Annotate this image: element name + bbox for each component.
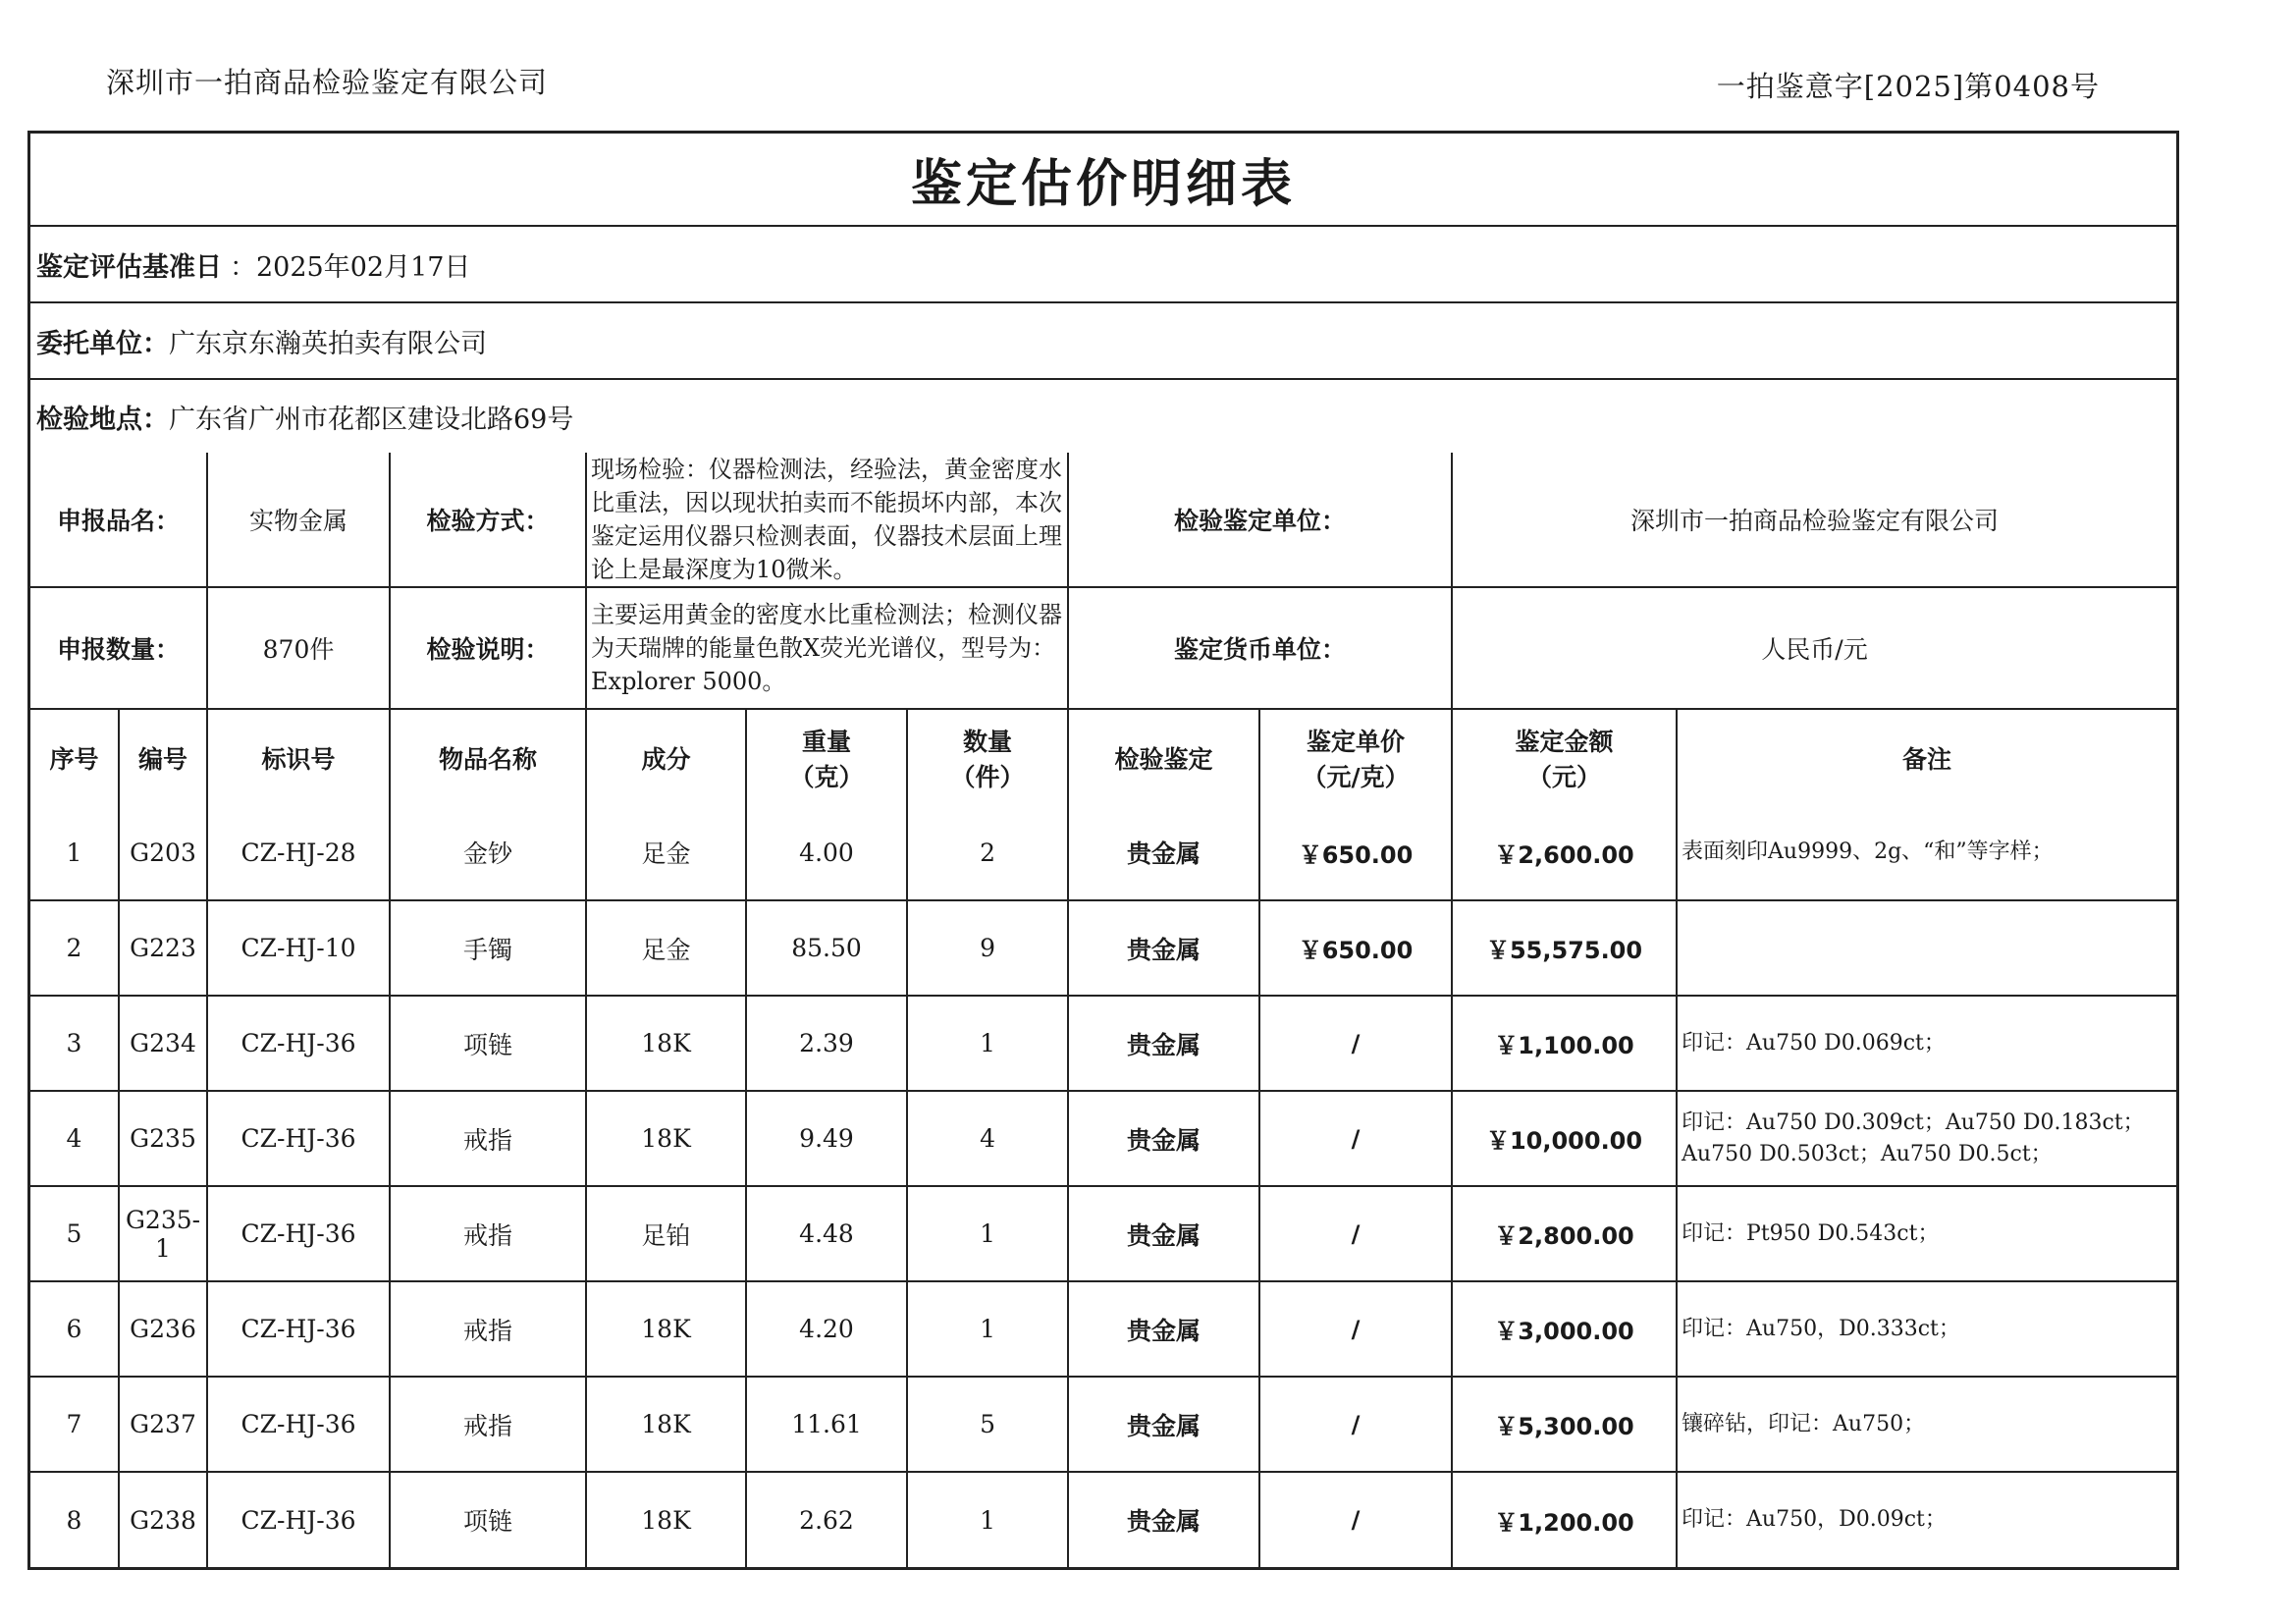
- cell-comp: 18K: [586, 996, 746, 1091]
- cell-weight: 2.39: [746, 996, 907, 1091]
- cell-comp: 足金: [586, 805, 746, 900]
- cell-weight: 4.20: [746, 1281, 907, 1377]
- cell-tag: CZ-HJ-36: [207, 1091, 390, 1186]
- cell-remark: 印记：Au750 D0.309ct；Au750 D0.183ct；Au750 D0.503ct；Au750 D0.5ct；: [1677, 1091, 2176, 1186]
- cell-amount: ￥1,100.00: [1452, 996, 1677, 1091]
- cell-name: 金钞: [390, 805, 586, 900]
- info-row-location: [30, 380, 2176, 453]
- col-amount-line1: 鉴定金额: [1515, 727, 1614, 756]
- cell-comp: 18K: [586, 1377, 746, 1472]
- cell-tag: CZ-HJ-36: [207, 996, 390, 1091]
- cell-verdict: 贵金属: [1068, 805, 1259, 900]
- col-code: 编号: [119, 709, 207, 805]
- qty-value: 870件: [207, 587, 390, 709]
- col-amount: [1452, 709, 1677, 805]
- appraisal-form: [27, 131, 2179, 1570]
- col-weight: [746, 709, 907, 805]
- cell-remark: 印记：Au750 D0.069ct；: [1677, 996, 2176, 1091]
- cell-weight: 4.00: [746, 805, 907, 900]
- cell-price: /: [1259, 1281, 1452, 1377]
- table-row: [30, 1472, 2176, 1567]
- cell-remark: 镶碎钻，印记：Au750；: [1677, 1377, 2176, 1472]
- cell-verdict: 贵金属: [1068, 1091, 1259, 1186]
- cell-seq: 6: [30, 1281, 119, 1377]
- cell-seq: 8: [30, 1472, 119, 1567]
- table-row: [30, 805, 2176, 900]
- cell-name: 项链: [390, 996, 586, 1091]
- cell-price: /: [1259, 1377, 1452, 1472]
- table-row: [30, 1091, 2176, 1186]
- client-value: 广东京东瀚英拍卖有限公司: [169, 328, 487, 359]
- cell-verdict: 贵金属: [1068, 1472, 1259, 1567]
- cell-price: ￥650.00: [1259, 900, 1452, 996]
- col-amount-line2: （元）: [1527, 762, 1602, 791]
- col-price: [1259, 709, 1452, 805]
- cell-price: /: [1259, 1472, 1452, 1567]
- cell-weight: 4.48: [746, 1186, 907, 1281]
- cell-weight: 11.61: [746, 1377, 907, 1472]
- method-label: 检验方式：: [390, 453, 586, 587]
- cell-amount: ￥2,600.00: [1452, 805, 1677, 900]
- cell-tag: CZ-HJ-36: [207, 1472, 390, 1567]
- cell-amount: ￥5,300.00: [1452, 1377, 1677, 1472]
- cell-comp: 18K: [586, 1472, 746, 1567]
- item-value: 实物金属: [207, 453, 390, 587]
- cell-qty: 1: [907, 1186, 1068, 1281]
- col-qty-line2: （件）: [950, 762, 1025, 791]
- qty-label: 申报数量：: [30, 587, 207, 709]
- cell-qty: 9: [907, 900, 1068, 996]
- cell-name: 戒指: [390, 1186, 586, 1281]
- table-row: [30, 1186, 2176, 1281]
- cell-comp: 18K: [586, 1281, 746, 1377]
- col-price-line1: 鉴定单价: [1307, 727, 1406, 756]
- table-row: [30, 900, 2176, 996]
- cell-price: ￥650.00: [1259, 805, 1452, 900]
- cell-verdict: 贵金属: [1068, 1281, 1259, 1377]
- col-qty-line1: 数量: [963, 727, 1013, 756]
- table-row: [30, 1377, 2176, 1472]
- cell-verdict: 贵金属: [1068, 1377, 1259, 1472]
- cell-tag: CZ-HJ-10: [207, 900, 390, 996]
- cell-price: /: [1259, 996, 1452, 1091]
- cell-comp: 18K: [586, 1091, 746, 1186]
- col-name: 物品名称: [390, 709, 586, 805]
- col-tag: 标识号: [207, 709, 390, 805]
- page-title: 鉴定估价明细表: [30, 134, 2176, 227]
- cell-weight: 85.50: [746, 900, 907, 996]
- document-number: 一拍鉴意字[2025]第0408号: [1716, 70, 2100, 103]
- cell-amount: ￥2,800.00: [1452, 1186, 1677, 1281]
- cell-verdict: 贵金属: [1068, 1186, 1259, 1281]
- item-label: 申报品名：: [30, 453, 207, 587]
- cell-qty: 4: [907, 1091, 1068, 1186]
- col-qty: [907, 709, 1068, 805]
- cell-verdict: 贵金属: [1068, 996, 1259, 1091]
- cell-seq: 7: [30, 1377, 119, 1472]
- cell-remark: 表面刻印Au9999、2g、“和”等字样；: [1677, 805, 2176, 900]
- info-row-client: [30, 303, 2176, 380]
- col-weight-line2: （克）: [789, 762, 864, 791]
- cell-code: G235: [119, 1091, 207, 1186]
- cell-weight: 2.62: [746, 1472, 907, 1567]
- info-row-date: [30, 227, 2176, 303]
- client-label: 委托单位：: [36, 328, 169, 359]
- cell-tag: CZ-HJ-36: [207, 1186, 390, 1281]
- currency-label: 鉴定货币单位：: [1068, 587, 1452, 709]
- cell-code: G223: [119, 900, 207, 996]
- cell-seq: 3: [30, 996, 119, 1091]
- note-label: 检验说明：: [390, 587, 586, 709]
- cell-comp: 足铂: [586, 1186, 746, 1281]
- cell-verdict: 贵金属: [1068, 900, 1259, 996]
- cell-code: G237: [119, 1377, 207, 1472]
- location-value: 广东省广州市花都区建设北路69号: [169, 404, 574, 435]
- unit-label: 检验鉴定单位：: [1068, 453, 1452, 587]
- date-value: ：2025年02月17日: [230, 251, 471, 283]
- col-verdict: 检验鉴定: [1068, 709, 1259, 805]
- cell-code: G238: [119, 1472, 207, 1567]
- cell-comp: 足金: [586, 900, 746, 996]
- table-header-row: [30, 709, 2176, 805]
- cell-remark: 印记：Au750，D0.09ct；: [1677, 1472, 2176, 1567]
- cell-remark: 印记：Au750，D0.333ct；: [1677, 1281, 2176, 1377]
- currency-value: 人民币/元: [1452, 587, 2176, 709]
- cell-price: /: [1259, 1091, 1452, 1186]
- appraisal-table: [30, 453, 2176, 1567]
- method-value: 现场检验：仪器检测法，经验法，黄金密度水比重法，因以现状拍卖而不能损坏内部，本次鉴定运用仪器只检测表面，仪器技术层面上理论上是最深度为10微米。: [586, 453, 1068, 587]
- cell-remark: [1677, 900, 2176, 996]
- cell-qty: 2: [907, 805, 1068, 900]
- cell-name: 手镯: [390, 900, 586, 996]
- cell-code: G236: [119, 1281, 207, 1377]
- cell-name: 项链: [390, 1472, 586, 1567]
- summary-row-1: [30, 453, 2176, 587]
- cell-remark: 印记：Pt950 D0.543ct；: [1677, 1186, 2176, 1281]
- cell-qty: 5: [907, 1377, 1068, 1472]
- cell-amount: ￥1,200.00: [1452, 1472, 1677, 1567]
- cell-seq: 2: [30, 900, 119, 996]
- col-remark: 备注: [1677, 709, 2176, 805]
- cell-qty: 1: [907, 1281, 1068, 1377]
- cell-tag: CZ-HJ-36: [207, 1281, 390, 1377]
- cell-name: 戒指: [390, 1091, 586, 1186]
- table-row: [30, 1281, 2176, 1377]
- unit-value: 深圳市一拍商品检验鉴定有限公司: [1452, 453, 2176, 587]
- cell-weight: 9.49: [746, 1091, 907, 1186]
- date-label: 鉴定评估基准日: [36, 251, 222, 283]
- cell-price: /: [1259, 1186, 1452, 1281]
- cell-qty: 1: [907, 996, 1068, 1091]
- cell-name: 戒指: [390, 1281, 586, 1377]
- cell-amount: ￥55,575.00: [1452, 900, 1677, 996]
- location-label: 检验地点：: [36, 404, 169, 435]
- table-row: [30, 996, 2176, 1091]
- cell-seq: 4: [30, 1091, 119, 1186]
- cell-code: G203: [119, 805, 207, 900]
- cell-code: G235-1: [119, 1186, 207, 1281]
- col-seq: 序号: [30, 709, 119, 805]
- col-price-line2: （元/克）: [1302, 762, 1410, 791]
- cell-qty: 1: [907, 1472, 1068, 1567]
- cell-amount: ￥10,000.00: [1452, 1091, 1677, 1186]
- cell-name: 戒指: [390, 1377, 586, 1472]
- table-body: [30, 805, 2176, 1567]
- cell-amount: ￥3,000.00: [1452, 1281, 1677, 1377]
- cell-code: G234: [119, 996, 207, 1091]
- cell-tag: CZ-HJ-36: [207, 1377, 390, 1472]
- summary-row-2: [30, 587, 2176, 709]
- cell-seq: 5: [30, 1186, 119, 1281]
- col-comp: 成分: [586, 709, 746, 805]
- cell-tag: CZ-HJ-28: [207, 805, 390, 900]
- cell-seq: 1: [30, 805, 119, 900]
- col-weight-line1: 重量: [802, 727, 852, 756]
- company-header: 深圳市一拍商品检验鉴定有限公司: [106, 66, 549, 99]
- note-value: 主要运用黄金的密度水比重检测法；检测仪器为天瑞牌的能量色散X荧光光谱仪，型号为：Explorer 5000。: [586, 587, 1068, 709]
